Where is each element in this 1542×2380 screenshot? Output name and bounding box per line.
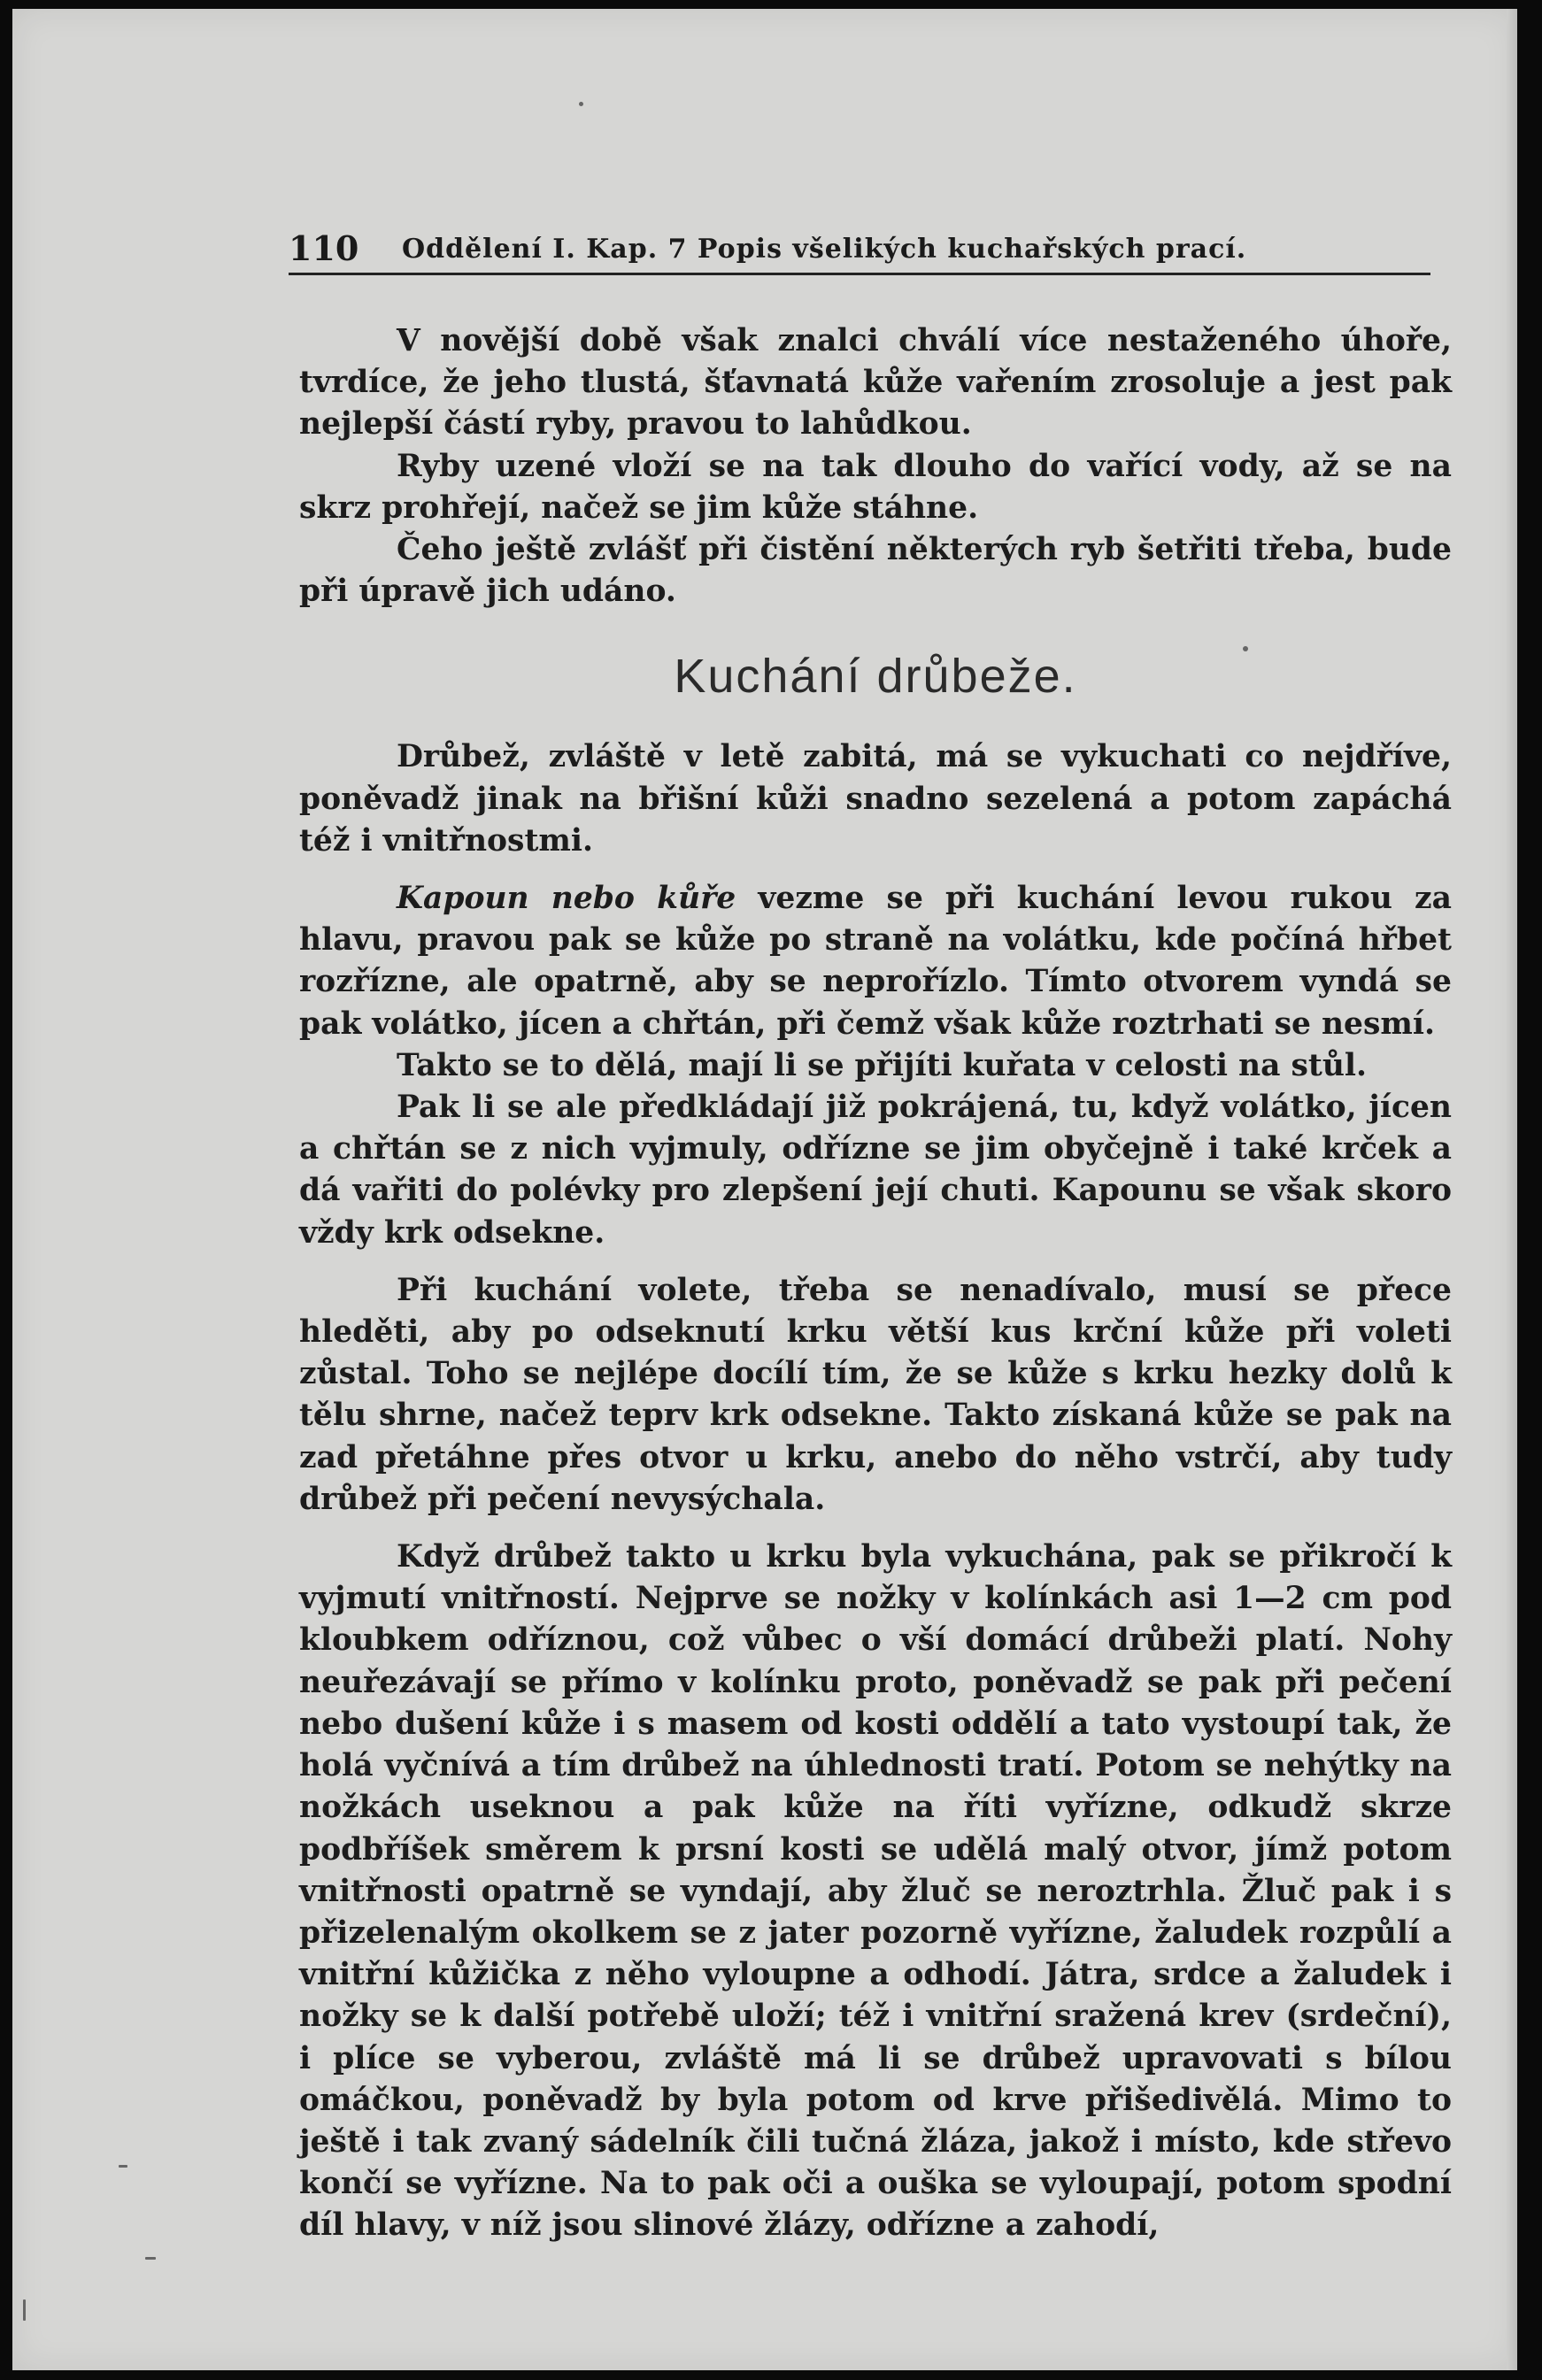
- paragraph: Pak li se ale předkládají již pokrájená, tu, když volátko, jícen a chřtán se z nich vyjmuly, odřízne se jim obyčejně i také krček a dá vařiti do polévky pro zlepšení její chuti. Kapounu se však skoro vždy krk odsekne.: [299, 1090, 1452, 1251]
- italic-lead: Kapoun nebo kůře: [397, 881, 736, 917]
- paragraph: Čeho ještě zvlášť při čistění některých ryb šetřiti třeba, bude při úpravě jich udáno.: [299, 532, 1452, 610]
- paragraph: Při kuchání volete, třeba se nenadívalo, musí se přece hleděti, aby po odseknutí krku větší kus krční kůže při voleti zůstal. Toho se nejlépe docílí tím, že se kůže s krku hezky dolů k tělu shrne, načež teprv krk odsekne. Takto získaná kůže se pak na zad přetáhne přes otvor u krku, anebo do něho vstrčí, aby tudy drůbež při pečení nevysýchala.: [299, 1272, 1452, 1517]
- paragraph-gap: [299, 1254, 1452, 1270]
- page-edge-shadow: [1507, 9, 1517, 2370]
- paragraph-gap: [299, 862, 1452, 878]
- paragraph: V novější době však znalci chválí více nestaženého úhoře, tvrdíce, že jeho tlustá, šťavnatá kůže vařením zrosoluje a jest pak nejlepší částí ryby, pravou to lahůdkou.: [299, 323, 1452, 443]
- section-heading: Kuchání drůbeže.: [674, 650, 1077, 704]
- header-rule: [289, 273, 1430, 275]
- dust-speck: [23, 2299, 26, 2321]
- dust-speck: [579, 102, 583, 106]
- scanned-page: [12, 9, 1517, 2370]
- running-title: Oddělení I. Kap. 7 Popis všelikých kuchařských prací.: [402, 234, 1247, 265]
- page-number: 110: [289, 228, 359, 268]
- paragraph-kapoun: [299, 878, 1452, 1045]
- paragraph: Takto se to dělá, mají li se přijíti kuřata v celosti na stůl.: [397, 1047, 1368, 1083]
- dust-speck: [119, 2165, 127, 2168]
- page-body: [299, 320, 1452, 2247]
- paragraph: Když drůbež takto u krku byla vykuchána, pak se přikročí k vyjmutí vnitřností. Nejprve se nožky v kolínkách asi 1—2 cm pod kloubkem odříznou, což vůbec o vší domácí drůbeži platí. Nohy neuřezávají se přímo v kolínku proto, poněvadž se pak při pečení nebo dušení kůže i s masem od kosti oddělí a tato vystoupí tak, že holá vyčnívá a tím drůbež na úhlednosti tratí. Potom se nehýtky na nožkách useknou a pak kůže na říti vyřízne, odkudž skrze podbříšek směrem k prsní kosti se udělá malý otvor, jímž potom vnitřnosti opatrně se vyndají, aby žluč se neroztrhla. Žluč pak i s přizelenalým okolkem se z jater pozorně vyřízne, žaludek rozpůlí a vnitřní kůžička z něho vyloupne a odhodí. Játra, srdce a žaludek i nožky se k další potřebě uloží; též i vnitřní sražená krev (srdeční), i plíce se vyberou, zvláště má li se drůbež upravovati s bílou omáčkou, poněvadž by byla potom od krve přišedivělá. Mimo to ještě i tak zvaný sádelník čili tučná žláza, jakož i místo, kde střevo končí se vyřízne. Na to pak oči a ouška se vyloupají, potom spodní díl hlavy, v níž jsou slinové žlázy, odřízne a zahodí,: [299, 1539, 1452, 2244]
- paragraph: Drůbež, zvláště v letě zabitá, má se vykuchati co nejdříve, poněvadž jinak na břišní kůži snadno sezelená a potom zapáchá též i vnitřnostmi.: [299, 739, 1452, 859]
- paragraph: Ryby uzené vloží se na tak dlouho do vařící vody, až se na skrz prohřejí, načež se jim kůže stáhne.: [299, 448, 1452, 526]
- dust-speck: [145, 2257, 156, 2260]
- paragraph-rest: vezme se při kuchání levou rukou za hlavu, pravou pak se kůže po straně na volátku, kde počíná hřbet rozřízne, ale opatrně, aby se neprořízlo. Tímto otvorem vyndá se pak volátko, jícen a chřtán, při čemž však kůže roztrhati se nesmí.: [299, 881, 1452, 1042]
- running-header: [289, 228, 1427, 269]
- paragraph-gap: [299, 1521, 1452, 1537]
